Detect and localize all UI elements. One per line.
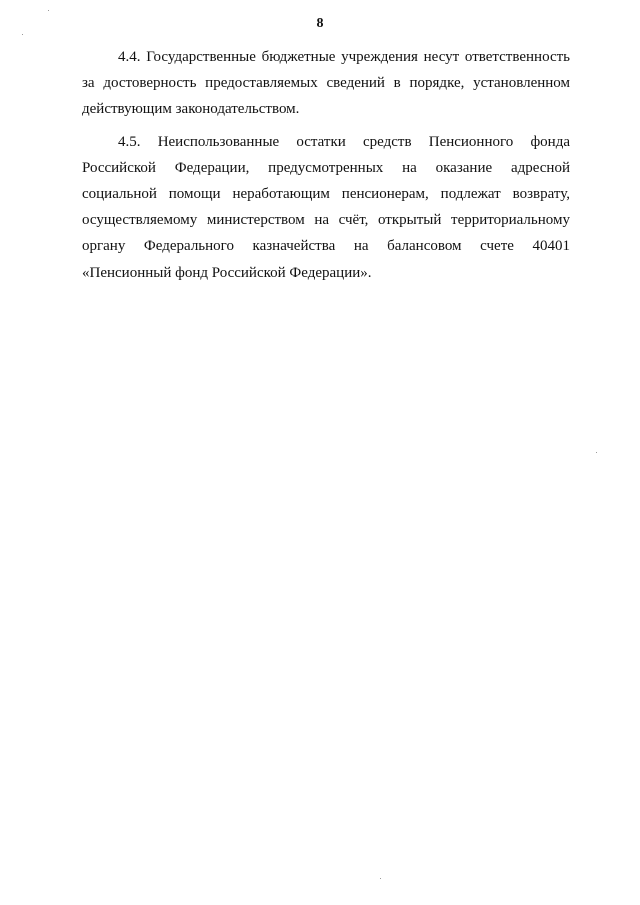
scan-speck (380, 878, 381, 879)
scan-speck (22, 34, 23, 35)
paragraph-4-4: 4.4. Государственные бюджетные учреждения несут ответственность за достоверность предоставляемых сведений в порядке, установленном действующим законодательством. (82, 49, 570, 118)
scan-speck (48, 10, 49, 11)
paragraph-4-5: 4.5. Неиспользованные остатки средств Пенсионного фонда Российской Федерации, предусмотренных на оказание адресной социальной помощи неработающим пенсионерам, подлежат возврату, осуществляемому министерством на счёт, открытый территориальному органу Федерального казначейства на балансовом счете 40401 «Пенсионный фонд Российской Федерации». (82, 133, 570, 281)
document-body (82, 44, 570, 292)
page-number: 8 (316, 16, 324, 31)
scan-speck (596, 452, 597, 453)
